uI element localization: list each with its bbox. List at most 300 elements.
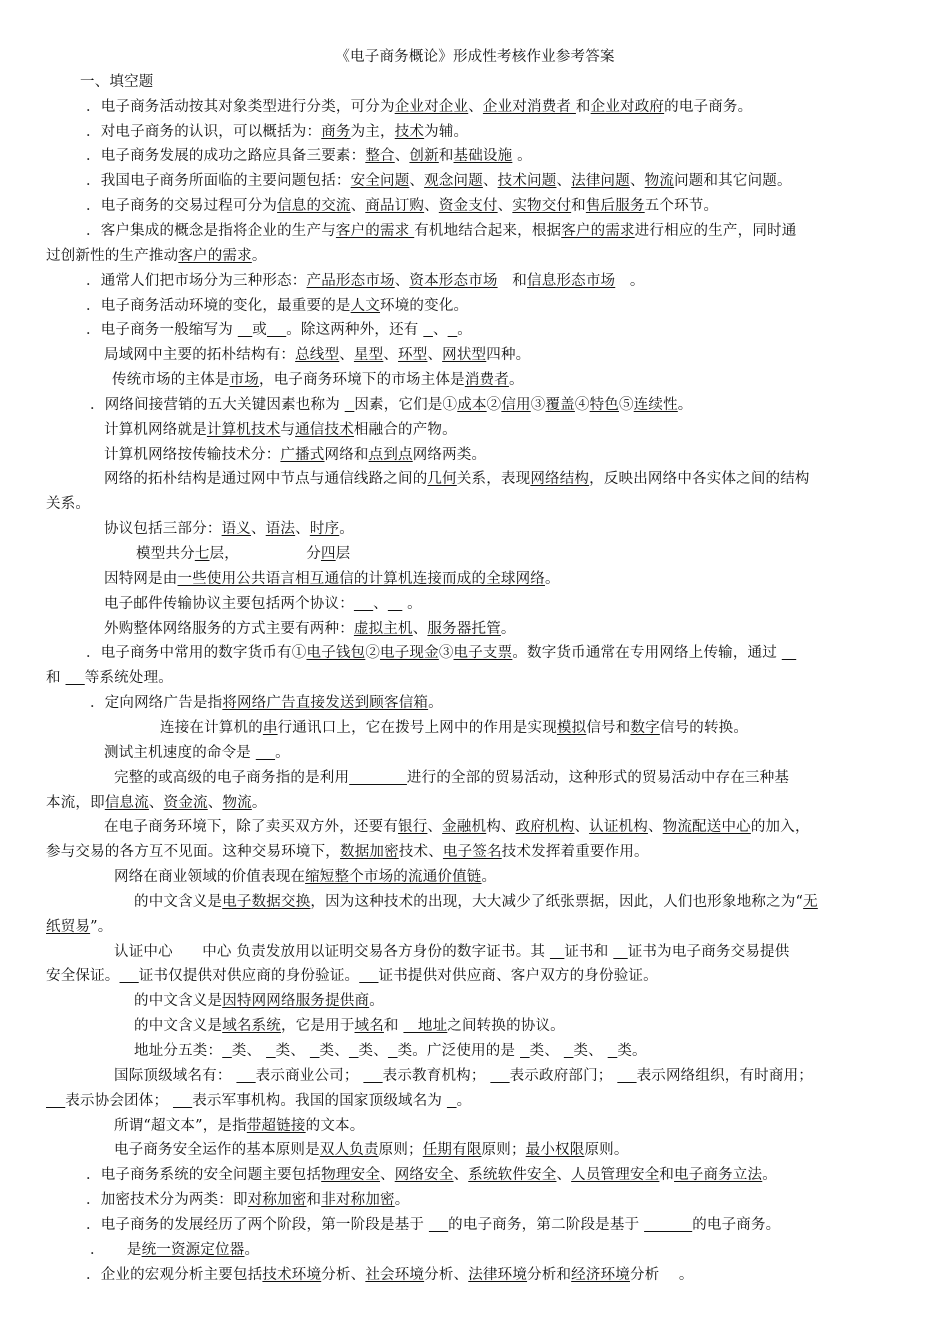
- text-span: ．企业的宏观分析主要包括: [86, 1267, 263, 1283]
- text-span: 类、: [358, 1043, 388, 1059]
- text-span: 电子商务安全运作的基本原则是: [114, 1142, 320, 1158]
- text-line: [90, 396, 908, 415]
- answer-blank: 网络结构: [530, 471, 590, 487]
- text-line: [134, 893, 908, 912]
- text-span: 的电子商务，第二阶段是基于: [448, 1217, 645, 1233]
- answer-blank: [617, 1068, 636, 1084]
- answer-blank: 串: [262, 720, 278, 736]
- text-span: 。数字货币通常在专用网络上传输，通过: [512, 645, 782, 661]
- text-span: 原则；: [481, 1142, 526, 1158]
- answer-blank: 服务器托管: [427, 621, 501, 637]
- answer-blank: 认证机构: [589, 819, 648, 835]
- text-span: ，反映出网络中各实体之间的结构: [589, 471, 810, 487]
- answer-blank: 资金流: [163, 795, 208, 811]
- text-span: 五个环节。: [644, 198, 719, 214]
- answer-blank: [349, 1043, 359, 1059]
- text-span: 、: [556, 1167, 572, 1183]
- text-line: [46, 843, 908, 862]
- text-span: 局域网中主要的拓朴结构有：: [104, 347, 296, 363]
- answer-blank: 基础设施: [453, 148, 513, 164]
- text-span: 。: [275, 745, 290, 761]
- text-span: ③: [530, 397, 546, 413]
- answer-blank: 点到点: [368, 447, 413, 463]
- text-span: 类、: [319, 1043, 349, 1059]
- text-line: [114, 943, 908, 962]
- answer-blank: 语义: [221, 521, 252, 537]
- answer-blank: 安全问题: [350, 173, 410, 189]
- text-span: 。: [251, 248, 267, 264]
- text-line: [86, 147, 908, 166]
- text-span: 层， 分: [209, 546, 321, 562]
- answer-blank: 实物交付: [512, 198, 572, 214]
- text-span: 类、: [275, 1043, 310, 1059]
- text-line: [104, 595, 908, 614]
- text-span: 和: [571, 198, 586, 214]
- answer-blank: [608, 1043, 618, 1059]
- text-span: ，它是用于: [281, 1018, 355, 1034]
- answer-blank: 四: [320, 546, 336, 562]
- answer-blank: 缩短整个市场的流通价值链: [305, 869, 482, 885]
- answer-blank: 因特网网络服务提供商: [222, 993, 370, 1009]
- text-span: 类、: [231, 1043, 267, 1059]
- text-span: ，电子商务环境下的市场主体是: [259, 372, 465, 388]
- text-line: [104, 818, 908, 837]
- answer-blank: 信息的交流: [277, 198, 351, 214]
- text-line: [114, 1141, 908, 1160]
- text-span: 的电子商务。: [692, 1217, 781, 1233]
- text-span: 环境的变化。: [380, 298, 469, 314]
- text-span: 四种。: [486, 347, 531, 363]
- text-line: [86, 1166, 908, 1185]
- text-line: [114, 1117, 908, 1136]
- text-span: 安全保证。: [46, 968, 120, 984]
- text-span: 协议包括三部分：: [104, 521, 222, 537]
- answer-blank: 社会环境: [365, 1267, 425, 1283]
- answer-blank: 纸贸易: [46, 919, 91, 935]
- text-span: 类。广泛使用的是: [397, 1043, 520, 1059]
- text-span: 、: [295, 521, 310, 537]
- text-span: 等系统处理。: [84, 670, 173, 686]
- text-span: 。: [545, 571, 560, 587]
- text-span: 。: [251, 795, 267, 811]
- answer-blank: [345, 397, 355, 413]
- answer-blank: 产品形态市场: [306, 273, 395, 289]
- text-span: 原则；: [378, 1142, 423, 1158]
- text-span: ．电子商务的交易过程可分为: [86, 198, 278, 214]
- text-span: 、: [432, 322, 448, 338]
- text-span: 或: [252, 322, 267, 338]
- text-span: 、: [339, 347, 354, 363]
- text-span: 传统市场的主体是: [112, 372, 230, 388]
- answer-blank: 市场: [229, 372, 260, 388]
- text-span: ．电子商务一般缩写为: [86, 322, 238, 338]
- text-line: [114, 868, 908, 887]
- text-span: 、: [251, 521, 266, 537]
- answer-blank: [267, 322, 286, 338]
- text-span: 。: [500, 621, 516, 637]
- text-span: 和: [46, 670, 66, 686]
- answer-blank: 数据加密: [340, 844, 399, 860]
- answer-blank: 星型: [353, 347, 384, 363]
- text-span: 信号和: [586, 720, 631, 736]
- answer-blank: 七: [194, 546, 210, 562]
- text-line: [104, 520, 908, 539]
- text-line: [104, 744, 908, 763]
- answer-blank: 企业对政府: [590, 99, 665, 115]
- text-line: [46, 669, 908, 688]
- text-line: [86, 1191, 908, 1210]
- text-span: 技术发挥着重要作用。: [501, 844, 649, 860]
- text-span: 。: [615, 273, 645, 289]
- text-span: 类、: [529, 1043, 564, 1059]
- text-span: ．电子商务活动按其对象类型进行分类，可分为: [86, 99, 395, 115]
- answer-blank: 客户的需求: [335, 223, 415, 239]
- answer-blank: 信息形态市场: [527, 273, 616, 289]
- text-span: 。: [244, 1242, 260, 1258]
- text-line: [90, 694, 908, 713]
- text-span: 。: [457, 322, 472, 338]
- answer-blank: 人员管理安全: [571, 1167, 660, 1183]
- text-line: [104, 620, 908, 639]
- text-line: [86, 644, 908, 663]
- text-line: [104, 470, 908, 489]
- answer-blank: [236, 1068, 255, 1084]
- text-line: [104, 446, 908, 465]
- text-span: 与: [280, 422, 296, 438]
- answer-blank: [266, 1043, 276, 1059]
- text-span: 、: [394, 273, 410, 289]
- answer-blank: 银行: [398, 819, 428, 835]
- text-span: ．我国电子商务所面临的主要问题包括：: [86, 173, 351, 189]
- text-span: 。: [508, 372, 524, 388]
- text-line: [114, 769, 908, 788]
- answer-blank: [490, 1068, 509, 1084]
- text-span: 、: [394, 148, 410, 164]
- answer-blank: 观念问题: [424, 173, 483, 189]
- text-span: 构、: [486, 819, 516, 835]
- answer-blank: 整合: [365, 148, 395, 164]
- text-line: [86, 197, 908, 216]
- answer-blank: 模拟: [556, 720, 587, 736]
- answer-blank: 电子钱包: [306, 645, 366, 661]
- answer-blank: 企业对企业: [394, 99, 469, 115]
- text-line: [134, 1042, 908, 1061]
- text-span: 为辅。: [424, 124, 469, 140]
- text-span: 。除这两种外，还有: [286, 322, 424, 338]
- answer-blank: 时序: [309, 521, 340, 537]
- text-span: ．客户集成的概念是指将企业的生产与: [86, 223, 336, 239]
- answer-blank: 信用: [501, 397, 531, 413]
- answer-blank: 环型: [398, 347, 428, 363]
- text-span: ．对电子商务的认识，可以概括为：: [86, 124, 322, 140]
- text-span: 。: [394, 1192, 410, 1208]
- text-span: 、: [497, 198, 513, 214]
- text-line: [86, 98, 908, 117]
- answer-blank: 创新: [409, 148, 439, 164]
- answer-blank: 语法: [265, 521, 296, 537]
- text-span: 。: [481, 869, 497, 885]
- text-span: ．电子商务活动环境的变化，最重要的是: [86, 298, 351, 314]
- answer-blank: 域名: [354, 1018, 384, 1034]
- text-span: 证书为电子商务交易提供: [627, 944, 790, 960]
- text-span: 、: [468, 99, 483, 115]
- text-span: 。: [402, 596, 422, 612]
- text-span: ④: [574, 397, 590, 413]
- text-span: 和: [497, 273, 528, 289]
- text-span: 本流，即: [46, 795, 105, 811]
- text-span: 之间转换的协议。: [447, 1018, 565, 1034]
- text-span: 。: [369, 993, 384, 1009]
- text-span: 、: [647, 819, 663, 835]
- answer-blank: 电子支票: [453, 645, 513, 661]
- text-line: [46, 1092, 908, 1111]
- answer-blank: 成本: [457, 397, 487, 413]
- text-span: 、: [482, 173, 498, 189]
- answer-blank: [120, 968, 139, 984]
- answer-blank: [388, 596, 402, 612]
- text-span: 和: [306, 1192, 322, 1208]
- text-line: [86, 297, 908, 316]
- text-span: ⑤: [618, 397, 634, 413]
- answer-blank: [520, 1043, 530, 1059]
- text-line: [46, 967, 908, 986]
- text-span: 和: [438, 148, 454, 164]
- text-span: 、: [453, 1167, 469, 1183]
- text-line: [80, 73, 908, 92]
- answer-blank: [238, 322, 252, 338]
- answer-blank: 一些使用公共语言相互通信的计算机连接而成的全球网络: [177, 571, 545, 587]
- text-line: [46, 918, 908, 937]
- answer-blank: [613, 944, 627, 960]
- answer-blank: 计算机技术: [206, 422, 281, 438]
- text-span: ．电子商务中常用的数字货币有①: [86, 645, 307, 661]
- text-span: ．电子商务的发展经历了两个阶段，第一阶段是基于: [86, 1217, 429, 1233]
- text-span: 因素，它们是①: [354, 397, 458, 413]
- answer-blank: [429, 1217, 448, 1233]
- text-span: 信号的转换。: [659, 720, 749, 736]
- text-span: 分析、: [321, 1267, 366, 1283]
- text-span: 证书提供对供应商、客户双方的身份验证。: [378, 968, 658, 984]
- answer-blank: 金融机: [442, 819, 487, 835]
- text-line: [46, 247, 908, 266]
- answer-blank: 网络安全: [394, 1167, 454, 1183]
- text-span: 证书仅提供对供应商的身份验证。: [138, 968, 360, 984]
- text-span: 关系，表现: [456, 471, 531, 487]
- text-span: ，因为这种技术的出现，大大减少了纸张票据，因此，人们也形象地称之为“: [310, 894, 804, 910]
- answer-blank: 企业对消费者: [482, 99, 576, 115]
- answer-blank: 商品订购: [365, 198, 425, 214]
- text-line: [46, 794, 908, 813]
- text-span: 网络在商业领域的价值表现在: [114, 869, 306, 885]
- page-title: [0, 48, 950, 67]
- text-span: ”。: [90, 919, 113, 935]
- text-span: 、: [350, 198, 366, 214]
- text-span: ②: [486, 397, 502, 413]
- text-span: 、: [427, 347, 443, 363]
- text-span: 的电子商务。: [664, 99, 753, 115]
- answer-blank: 最小权限: [525, 1142, 585, 1158]
- answer-blank: 将网络广告直接发送到顾客信箱: [222, 695, 429, 711]
- text-span: 过创新性的生产推动: [46, 248, 179, 264]
- text-span: 、: [574, 819, 590, 835]
- text-span: 、: [412, 621, 428, 637]
- answer-blank: [782, 645, 796, 661]
- answer-blank: 物流: [222, 795, 252, 811]
- text-span: 层: [335, 546, 351, 562]
- text-span: 的加入，: [750, 819, 810, 835]
- text-span: 表示商业公司；: [255, 1068, 364, 1084]
- answer-blank: 人文: [350, 298, 381, 314]
- text-line: [86, 172, 908, 191]
- answer-blank: [256, 745, 275, 761]
- text-span: 外购整体网络服务的方式主要有两种：: [104, 621, 354, 637]
- text-span: 。: [456, 1093, 472, 1109]
- answer-blank: 技术环境: [262, 1267, 322, 1283]
- text-span: 和: [575, 99, 591, 115]
- answer-blank: 资本形态市场: [409, 273, 498, 289]
- answer-blank: 客户的需求: [178, 248, 252, 264]
- text-span: 问题和其它问题。: [674, 173, 792, 189]
- text-line: [86, 1216, 908, 1235]
- text-span: 在电子商务环境下，除了卖买双方外，还要有: [104, 819, 398, 835]
- text-span: 为主，: [350, 124, 395, 140]
- answer-blank: 广播式: [280, 447, 325, 463]
- answer-blank: 特色: [589, 397, 619, 413]
- answer-blank: [359, 968, 378, 984]
- text-span: 进行的全部的贸易活动，这种形式的贸易活动中存在三种基: [406, 770, 790, 786]
- text-span: 认证中心 中心 负责发放用以证明交易各方身份的数字证书。其: [114, 944, 550, 960]
- answer-blank: 虚拟主机: [353, 621, 413, 637]
- text-span: ．加密技术分为两类：即: [86, 1192, 248, 1208]
- text-span: 的中文含义是: [134, 993, 223, 1009]
- answer-blank: 资金支付: [438, 198, 498, 214]
- text-span: 类、: [573, 1043, 608, 1059]
- text-line: [104, 570, 908, 589]
- answer-blank: 信息流: [104, 795, 149, 811]
- text-span: 连接在计算机的: [160, 720, 263, 736]
- text-span: ②: [365, 645, 381, 661]
- text-span: 、: [424, 198, 439, 214]
- text-line: [104, 421, 908, 440]
- answer-blank: [46, 1093, 65, 1109]
- text-span: ③: [438, 645, 454, 661]
- answer-blank: 经济环境: [571, 1267, 630, 1283]
- answer-blank: [644, 1217, 692, 1233]
- answer-blank: 域名系统: [222, 1018, 282, 1034]
- text-span: 。: [428, 695, 443, 711]
- text-span: 、: [556, 173, 572, 189]
- text-span: 电子邮件传输协议主要包括两个协议：: [104, 596, 354, 612]
- text-span: ．定向网络广告是指: [90, 695, 223, 711]
- text-span: 表示军事机构。我国的国家顶级域名为: [192, 1093, 447, 1109]
- text-span: 、: [629, 173, 645, 189]
- answer-blank: [423, 322, 433, 338]
- text-line: [86, 321, 908, 340]
- text-span: 地址分五类：: [134, 1043, 223, 1059]
- text-span: ． 是: [90, 1242, 142, 1258]
- answer-blank: [173, 1093, 192, 1109]
- answer-blank: [66, 670, 85, 686]
- answer-blank: 通信技术: [295, 422, 354, 438]
- answer-blank: 售后服务: [585, 198, 645, 214]
- answer-blank: [222, 1043, 232, 1059]
- text-span: 类。: [617, 1043, 647, 1059]
- answer-blank: 连续性: [633, 397, 678, 413]
- answer-blank: 物流配送中心: [662, 819, 751, 835]
- answer-blank: 消费者: [464, 372, 509, 388]
- answer-blank: 数字: [630, 720, 660, 736]
- text-span: 《电子商务概论》形成性考核作业参考答案: [335, 49, 615, 65]
- answer-blank: 物流: [644, 173, 675, 189]
- answer-blank: 几何: [427, 471, 457, 487]
- text-span: 表示政府部门；: [509, 1068, 618, 1084]
- answer-blank: 电子签名: [442, 844, 502, 860]
- text-span: 表示教育机构；: [382, 1068, 491, 1084]
- answer-blank: 统一资源定位器: [141, 1242, 245, 1258]
- answer-blank: [310, 1043, 320, 1059]
- text-span: ．电子商务发展的成功之路应具备三要素：: [86, 148, 366, 164]
- text-span: 模型共分: [136, 546, 195, 562]
- text-span: 。: [339, 521, 354, 537]
- answer-blank: 法律问题: [571, 173, 630, 189]
- text-span: 网络的拓朴结构是通过网中节点与通信线路之间的: [104, 471, 428, 487]
- answer-blank: [388, 1043, 398, 1059]
- text-span: 的文本。: [305, 1118, 365, 1134]
- text-span: 国际顶级域名有：: [114, 1068, 237, 1084]
- answer-blank: 客户的需求: [561, 223, 635, 239]
- text-span: 技术、: [398, 844, 443, 860]
- answer-blank: 双人负责: [319, 1142, 379, 1158]
- text-line: [86, 1266, 908, 1285]
- text-span: 网络两类。: [412, 447, 487, 463]
- answer-blank: [354, 596, 373, 612]
- text-span: 的中文含义是: [134, 894, 223, 910]
- answer-blank: 地址: [403, 1018, 448, 1034]
- text-line: [134, 1017, 908, 1036]
- text-span: 分析 。: [629, 1267, 694, 1283]
- text-span: 关系。: [46, 496, 91, 512]
- answer-blank: 法律环境: [468, 1267, 528, 1283]
- answer-blank: 电子商务立法: [674, 1167, 763, 1183]
- text-span: 有机地结合起来，根据: [414, 223, 562, 239]
- text-span: 参与交易的各方互不见面。这种交易环境下，: [46, 844, 340, 860]
- answer-blank: 带超链接: [246, 1118, 306, 1134]
- text-span: 、: [148, 795, 164, 811]
- answer-blank: 技术问题: [497, 173, 557, 189]
- text-span: 分析、: [424, 1267, 469, 1283]
- text-line: [114, 1067, 908, 1086]
- text-span: 、: [409, 173, 425, 189]
- answer-blank: [363, 1068, 382, 1084]
- text-span: 计算机网络按传输技术分：: [104, 447, 281, 463]
- text-span: 、: [207, 795, 223, 811]
- text-span: 、: [427, 819, 443, 835]
- text-span: 、: [373, 596, 388, 612]
- text-span: 。: [762, 1167, 777, 1183]
- answer-blank: 非对称加密: [321, 1192, 395, 1208]
- text-span: 进行相应的生产，同时通: [634, 223, 797, 239]
- answer-blank: 技术: [394, 124, 425, 140]
- text-span: 、: [380, 1167, 395, 1183]
- text-span: 相融合的产物。: [353, 422, 457, 438]
- text-line: [86, 123, 908, 142]
- text-span: 完整的或高级的电子商务指的是利用: [114, 770, 350, 786]
- answer-blank: 网状型: [442, 347, 487, 363]
- answer-blank: [349, 770, 407, 786]
- answer-blank: 电子现金: [380, 645, 439, 661]
- text-span: 所谓“超文本”，是指: [114, 1118, 247, 1134]
- text-line: [160, 719, 908, 738]
